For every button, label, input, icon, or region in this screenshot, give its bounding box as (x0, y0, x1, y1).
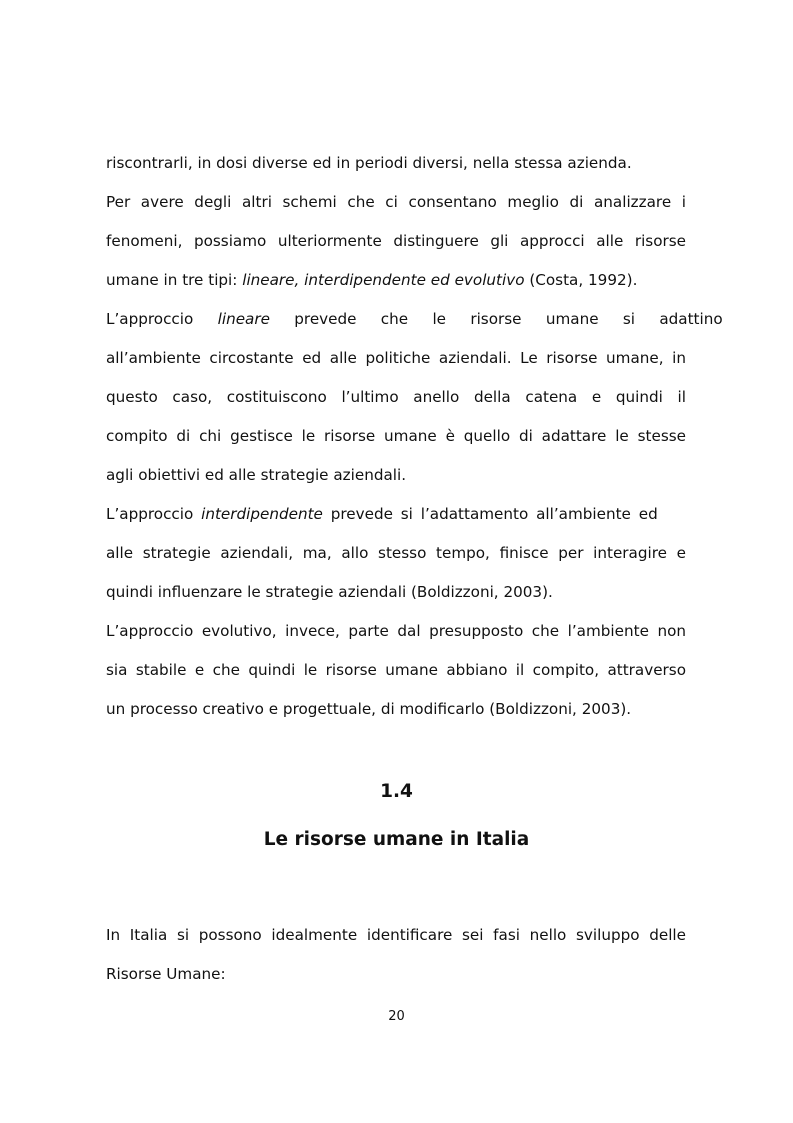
paragraph-line: questo caso, costituiscono l’ultimo anello della catena e quindi il (106, 388, 686, 406)
paragraph-line: riscontrarli, in dosi diverse ed in periodi diversi, nella stessa azienda. (106, 154, 632, 172)
paragraph-line: compito di chi gestisce le risorse umane è quello di adattare le stesse (106, 427, 686, 445)
text-span: L’approccio (106, 505, 202, 523)
text-span: umane in tre tipi: (106, 271, 243, 289)
text-span: (Costa, 1992). (524, 271, 638, 289)
section-number: 1.4 (380, 781, 413, 802)
paragraph-line: L’approccio evolutivo, invece, parte dal presupposto che l’ambiente non (106, 622, 686, 640)
page-number: 20 (388, 1009, 405, 1024)
text-span: prevede che le risorse umane si adattino (269, 310, 723, 328)
paragraph-line: In Italia si possono idealmente identificare sei fasi nello sviluppo delle (106, 926, 686, 944)
paragraph-line: alle strategie aziendali, ma, allo stesso tempo, finisce per interagire e (106, 544, 686, 562)
paragraph-line: all’ambiente circostante ed alle politiche aziendali. Le risorse umane, in (106, 349, 686, 367)
paragraph-line (106, 504, 686, 524)
paragraph-line (106, 309, 723, 329)
paragraph-line: agli obiettivi ed alle strategie aziendali. (106, 466, 407, 484)
paragraph-line: Per avere degli altri schemi che ci consentano meglio di analizzare i (106, 193, 686, 211)
italic-text: lineare (217, 310, 270, 328)
text-span: L’approccio (106, 310, 218, 328)
paragraph-line: fenomeni, possiamo ulteriormente distinguere gli approcci alle risorse (106, 232, 686, 250)
paragraph-line: Risorse Umane: (106, 965, 226, 983)
italic-text: interdipendente (201, 505, 323, 523)
paragraph-line: un processo creativo e progettuale, di modificarlo (Boldizzoni, 2003). (106, 700, 632, 718)
italic-text: lineare, interdipendente ed evolutivo (242, 271, 525, 289)
paragraph-line: quindi influenzare le strategie aziendali (Boldizzoni, 2003). (106, 583, 553, 601)
paragraph-line: sia stabile e che quindi le risorse umane abbiano il compito, attraverso (106, 661, 686, 679)
text-span: prevede si l’adattamento all’ambiente ed (322, 505, 658, 523)
paragraph-line (106, 270, 686, 290)
section-title: Le risorse umane in Italia (263, 829, 530, 850)
